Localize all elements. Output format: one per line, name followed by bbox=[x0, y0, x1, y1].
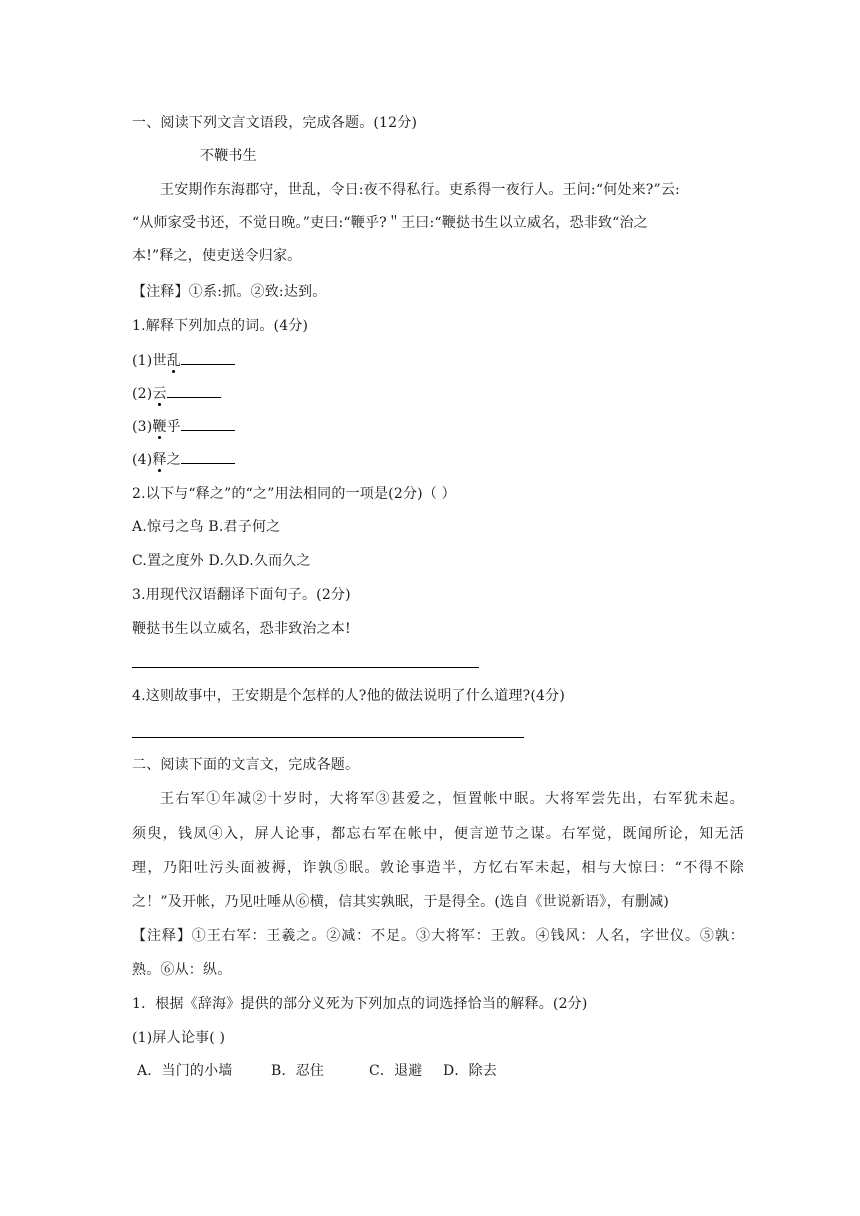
q1-item: (3)鞭乎 bbox=[132, 415, 235, 437]
passage2-line: 之！”及开帐，乃见吐唾从⑥横，信其实孰眠，于是得全。(选自《世说新语》，有删减) bbox=[132, 894, 670, 910]
answer-blank[interactable] bbox=[181, 415, 235, 431]
q2-stem: 2.以下与“释之”的“之”用法相同的一项是(2分)（ ） bbox=[132, 486, 456, 502]
q1-stem: 1.解释下列加点的词。(4分) bbox=[132, 318, 309, 334]
section1-note: 【注释】①系:抓。②致:达到。 bbox=[132, 284, 327, 300]
s2-q1-options-row bbox=[137, 1061, 497, 1081]
passage2-line: 须臾，钱凤④入，屏人论事，都忘右军在帐中，便言逆节之谋。右军觉，既闻所论，知无活 bbox=[132, 826, 744, 842]
q2-options-row bbox=[132, 551, 311, 571]
dotted-word: 乱 bbox=[166, 353, 181, 369]
passage2-line: 王右军①年减②十岁时，大将军③甚爱之，恒置帐中眠。大将军尝先出，右军犹未起。 bbox=[160, 791, 744, 807]
dotted-word: 云 bbox=[152, 386, 167, 402]
option-a[interactable]: A．当门的小墙 bbox=[137, 1063, 233, 1079]
option-d[interactable]: D.久D.久而久之 bbox=[208, 553, 311, 569]
answer-blank[interactable] bbox=[167, 382, 221, 398]
q1-item: (1)世乱 bbox=[132, 349, 235, 371]
option-c[interactable]: C．退避 bbox=[369, 1063, 423, 1079]
answer-blank[interactable] bbox=[181, 349, 235, 365]
option-b[interactable]: B.君子何之 bbox=[208, 519, 281, 535]
section1-heading: 一、阅读下列文言文语段，完成各题。(12分) bbox=[132, 115, 418, 131]
answer-blank[interactable] bbox=[181, 448, 235, 464]
option-b[interactable]: B．忍住 bbox=[271, 1063, 325, 1079]
dotted-word: 鞭 bbox=[152, 419, 167, 435]
q3-stem: 3.用现代汉语翻译下面句子。(2分) bbox=[132, 587, 351, 603]
s2-q1-stem: 1．根据《辞海》提供的部分义死为下列加点的词选择恰当的解释。(2分) bbox=[132, 996, 588, 1012]
q1-item: (4)释之 bbox=[132, 448, 235, 470]
answer-line[interactable] bbox=[132, 737, 524, 738]
q1-item: (2)云 bbox=[132, 382, 221, 404]
answer-line[interactable] bbox=[132, 667, 479, 668]
q4-stem: 4.这则故事中，王安期是个怎样的人?他的做法说明了什么道理?(4分) bbox=[132, 688, 565, 704]
section2-note: 熟。⑥从：纵。 bbox=[132, 962, 232, 978]
passage-title: 不鞭书生 bbox=[200, 148, 257, 164]
q3-sentence: 鞭挞书生以立威名，恐非致治之本! bbox=[132, 621, 351, 637]
option-c[interactable]: C.置之度外 bbox=[132, 553, 204, 569]
dotted-word: 释 bbox=[152, 452, 167, 468]
passage1-line: 本!”释之，使吏送令归家。 bbox=[132, 248, 302, 264]
option-a[interactable]: A.惊弓之鸟 bbox=[132, 519, 204, 535]
passage1-line: “从师家受书还，不觉日晚。”吏曰:“鞭乎?＂王曰:“鞭挞书生以立威名，恐非致“治之 bbox=[132, 215, 648, 231]
option-d[interactable]: D．除去 bbox=[443, 1063, 498, 1079]
passage1-line: 王安期作东海郡守，世乱，令日:夜不得私行。吏系得一夜行人。王问:“何处来?”云: bbox=[160, 182, 680, 198]
section2-note: 【注释】①王右军：王羲之。②减：不足。③大将军：王敦。④钱风：人名，字世仪。⑤孰： bbox=[132, 928, 744, 944]
section2-heading: 二、阅读下面的文言文，完成各题。 bbox=[132, 757, 360, 773]
s2-q1-sub: (1)屏人论事( ) bbox=[132, 1030, 226, 1046]
q2-options-row bbox=[132, 517, 280, 537]
passage2-line: 理，乃阳吐污头面被褥，诈孰⑤眠。敦论事造半，方忆右军未起，相与大惊曰：“不得不除 bbox=[132, 860, 744, 876]
